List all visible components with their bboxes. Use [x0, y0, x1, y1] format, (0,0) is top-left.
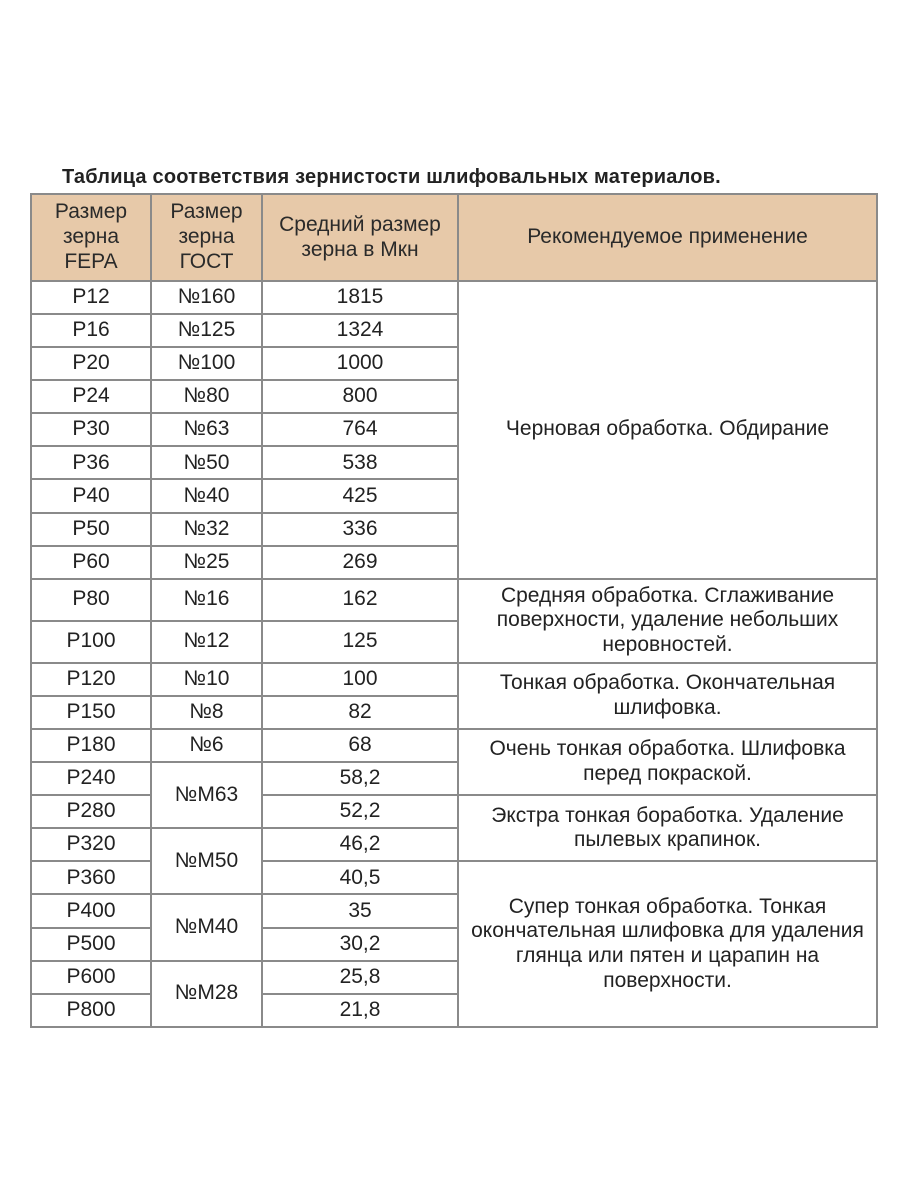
fepa-cell: P20: [31, 347, 151, 380]
fepa-cell: P120: [31, 663, 151, 696]
gost-cell: №16: [151, 579, 262, 621]
gost-cell: №40: [151, 479, 262, 512]
fepa-cell: P150: [31, 696, 151, 729]
header-avg-size: Средний размер зерна в Мкн: [262, 194, 458, 281]
gost-cell: №100: [151, 347, 262, 380]
avg-cell: 30,2: [262, 928, 458, 961]
avg-cell: 162: [262, 579, 458, 621]
gost-cell: №M63: [151, 762, 262, 828]
gost-cell: №32: [151, 513, 262, 546]
fepa-cell: P180: [31, 729, 151, 762]
application-cell: Черновая обработка. Обдирание: [458, 281, 877, 579]
gost-cell: №160: [151, 281, 262, 314]
fepa-cell: P800: [31, 994, 151, 1027]
gost-cell: №25: [151, 546, 262, 579]
avg-cell: 425: [262, 479, 458, 512]
fepa-cell: P100: [31, 621, 151, 663]
avg-cell: 25,8: [262, 961, 458, 994]
fepa-cell: P400: [31, 894, 151, 927]
gost-cell: №8: [151, 696, 262, 729]
avg-cell: 1000: [262, 347, 458, 380]
application-cell: Очень тонкая обработка. Шлифовка перед покраской.: [458, 729, 877, 795]
grit-table: [30, 193, 878, 1028]
fepa-cell: P320: [31, 828, 151, 861]
application-cell: Средняя обработка. Сглаживание поверхности, удаление небольших неровностей.: [458, 579, 877, 663]
gost-cell: №M28: [151, 961, 262, 1027]
avg-cell: 46,2: [262, 828, 458, 861]
avg-cell: 35: [262, 894, 458, 927]
avg-cell: 800: [262, 380, 458, 413]
gost-cell: №10: [151, 663, 262, 696]
table-row: [31, 663, 877, 696]
application-cell: Тонкая обработка. Окончательная шлифовка.: [458, 663, 877, 729]
gost-cell: №125: [151, 314, 262, 347]
page-title: Таблица соответствия зернистости шлифовальных материалов.: [62, 166, 721, 188]
gost-cell: №80: [151, 380, 262, 413]
avg-cell: 764: [262, 413, 458, 446]
avg-cell: 336: [262, 513, 458, 546]
fepa-cell: P240: [31, 762, 151, 795]
avg-cell: 68: [262, 729, 458, 762]
avg-cell: 52,2: [262, 795, 458, 828]
gost-cell: №63: [151, 413, 262, 446]
fepa-cell: P30: [31, 413, 151, 446]
avg-cell: 1815: [262, 281, 458, 314]
fepa-cell: P40: [31, 479, 151, 512]
fepa-cell: P80: [31, 579, 151, 621]
avg-cell: 82: [262, 696, 458, 729]
fepa-cell: P12: [31, 281, 151, 314]
fepa-cell: P24: [31, 380, 151, 413]
avg-cell: 58,2: [262, 762, 458, 795]
gost-cell: №6: [151, 729, 262, 762]
avg-cell: 269: [262, 546, 458, 579]
header-fepa: Размер зерна FEPA: [31, 194, 151, 281]
gost-cell: №12: [151, 621, 262, 663]
avg-cell: 100: [262, 663, 458, 696]
fepa-cell: P16: [31, 314, 151, 347]
table-row: [31, 729, 877, 762]
avg-cell: 125: [262, 621, 458, 663]
header-gost: Размер зерна ГОСТ: [151, 194, 262, 281]
avg-cell: 1324: [262, 314, 458, 347]
fepa-cell: P600: [31, 961, 151, 994]
fepa-cell: P360: [31, 861, 151, 894]
header-application: Рекомендуемое применение: [458, 194, 877, 281]
fepa-cell: P60: [31, 546, 151, 579]
avg-cell: 21,8: [262, 994, 458, 1027]
application-cell: Супер тонкая обработка. Тонкая окончательная шлифовка для удаления глянца или пятен и царапин на поверхности.: [458, 861, 877, 1027]
application-cell: Экстра тонкая боработка. Удаление пылевых крапинок.: [458, 795, 877, 861]
table-row: [31, 579, 877, 621]
table-row: [31, 281, 877, 314]
fepa-cell: P50: [31, 513, 151, 546]
table-header-row: [31, 194, 877, 281]
gost-cell: №50: [151, 446, 262, 479]
fepa-cell: P500: [31, 928, 151, 961]
avg-cell: 40,5: [262, 861, 458, 894]
fepa-cell: P280: [31, 795, 151, 828]
fepa-cell: P36: [31, 446, 151, 479]
gost-cell: №M40: [151, 894, 262, 960]
gost-cell: №M50: [151, 828, 262, 894]
avg-cell: 538: [262, 446, 458, 479]
